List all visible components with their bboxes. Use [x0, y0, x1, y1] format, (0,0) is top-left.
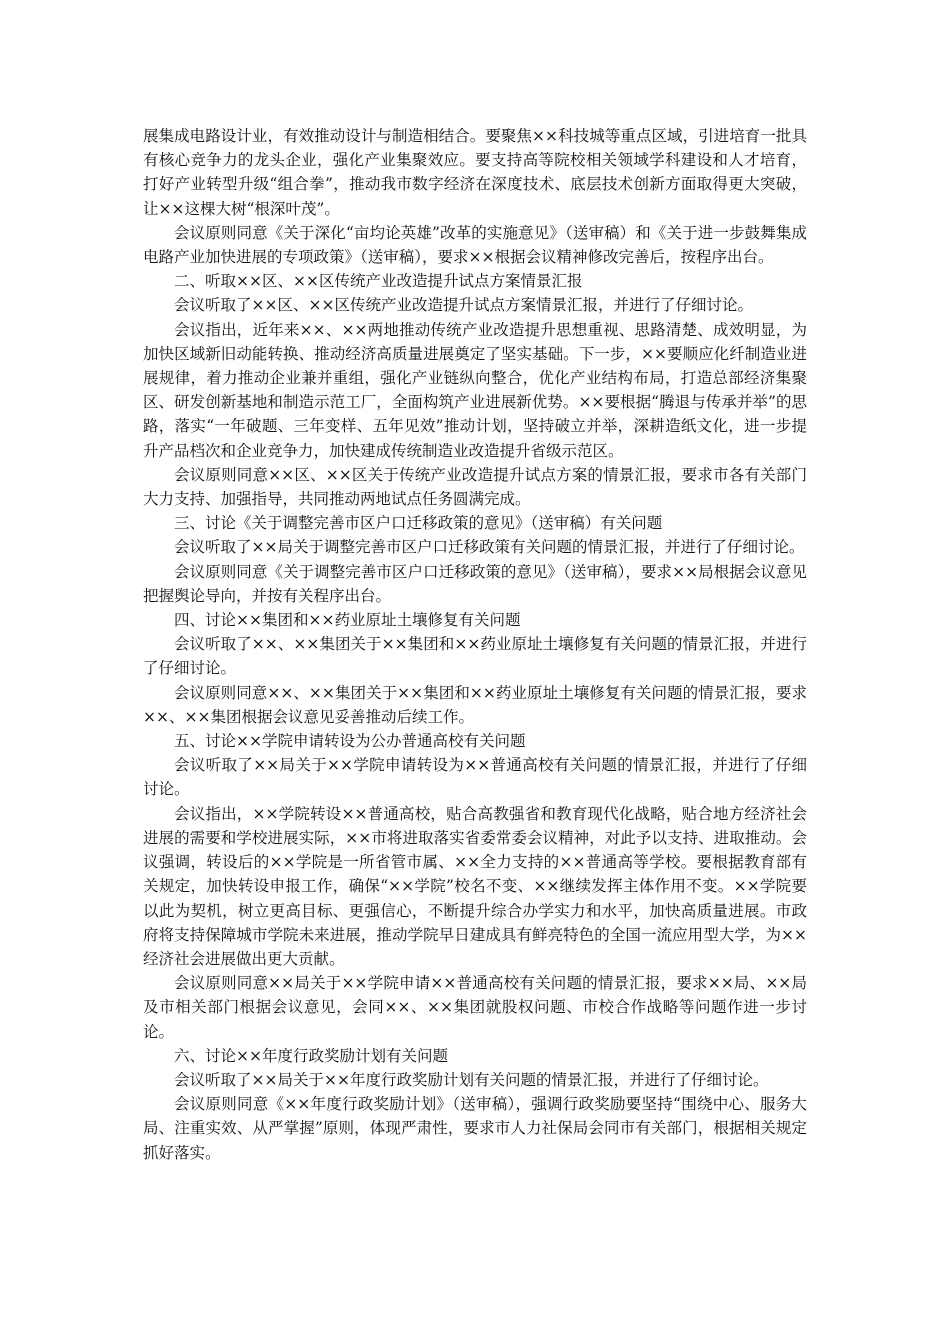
section-heading: 六、讨论××年度行政奖励计划有关问题 [174, 1046, 448, 1065]
paragraph: 会议听取了××局关于××年度行政奖励计划有关问题的情景汇报，并进行了仔细讨论。 [174, 1070, 769, 1089]
paragraph: 会议原则同意××区、××区关于传统产业改造提升试点方案的情景汇报，要求市各有关部门大力支持、加强指导，共同推动两地试点任务圆满完成。 [143, 465, 807, 509]
section-heading: 四、讨论××集团和××药业原址土壤修复有关问题 [174, 611, 521, 630]
paragraph: 会议原则同意××、××集团关于××集团和××药业原址土壤修复有关问题的情景汇报，要求××、××集团根据会议意见妥善推动后续工作。 [143, 683, 807, 726]
paragraph: 会议指出，近年来××、××两地推动传统产业改造提升思想重视、思路清楚、成效明显，为加快区域新旧动能转换、推动经济高质量进展奠定了坚实基础。下一步，××要顺应化纤制造业进展规律，着力推动企业兼并重组，强化产业链纵向整合，优化产业结构布局，打造总部经济集聚区、研发创新基地和制造示范工厂，全面构筑产业进展新优势。××要根据“腾退与传承并举”的思路，落实“一年破题、三年变样、五年见效”推动计划，坚持破立并举，深耕造纸文化，进一步提升产品档次和企业竞争力，加快建成传统制造业改造提升省级示范区。 [143, 320, 807, 460]
paragraph: 会议指出，××学院转设××普通高校，贴合高教强省和教育现代化战略，贴合地方经济社会进展的需要和学校进展实际，××市将进取落实省委常委会议精神，对此予以支持、进取推动。会议强调，转设后的××学院是一所省管市属、××全力支持的××普通高等学校。要根据教育部有关规定，加快转设申报工作，确保“××学院”校名不变、××继续发挥主体作用不变。××学院要以此为契机，树立更高目标、更强信心，不断提升综合办学实力和水平，加快高质量进展。市政府将支持保障城市学院未来进展，推动学院早日建成具有鲜亮特色的全国一流应用型大学，为××经济社会进展做出更大贡献。 [143, 804, 807, 968]
section-heading: 二、听取××区、××区传统产业改造提升试点方案情景汇报 [174, 272, 583, 291]
paragraph: 会议听取了××区、××区传统产业改造提升试点方案情景汇报，并进行了仔细讨论。 [174, 296, 753, 315]
paragraph: 会议原则同意××局关于××学院申请××普通高校有关问题的情景汇报，要求××局、××局及市相关部门根据会议意见，会同××、××集团就股权问题、市校合作战略等问题作进一步讨论。 [143, 974, 807, 1041]
paragraph-continuation: 展集成电路设计业，有效推动设计与制造相结合。要聚焦××科技城等重点区域，引进培育一批具有核心竞争力的龙头企业，强化产业集聚效应。要支持高等院校相关领域学科建设和人才培育，打好产业转型升级“组合拳”，推动我市数字经济在深度技术、底层技术创新方面取得更大突破，让××这棵大树“根深叶茂”。 [143, 127, 807, 218]
paragraph: 会议原则同意《关于深化“亩均论英雄”改革的实施意见》（送审稿）和《关于进一步鼓舞集成电路产业加快进展的专项政策》（送审稿），要求××根据会议精神修改完善后，按程序出台。 [143, 223, 807, 267]
paragraph: 会议听取了××局关于××学院申请转设为××普通高校有关问题的情景汇报，并进行了仔细讨论。 [143, 756, 807, 799]
paragraph: 会议听取了××局关于调整完善市区户口迁移政策有关问题的情景汇报，并进行了仔细讨论。 [174, 538, 805, 557]
paragraph: 会议原则同意《关于调整完善市区户口迁移政策的意见》（送审稿），要求××局根据会议意见把握舆论导向，并按有关程序出台。 [143, 562, 807, 605]
section-heading: 三、讨论《关于调整完善市区户口迁移政策的意见》（送审稿）有关问题 [174, 514, 663, 533]
paragraph: 会议原则同意《××年度行政奖励计划》（送审稿），强调行政奖励要坚持“围绕中心、服务大局、注重实效、从严掌握”原则，体现严肃性，要求市人力社保局会同市有关部门，根据相关规定抓好落实。 [143, 1095, 807, 1162]
document-body [143, 124, 807, 1165]
paragraph: 会议听取了××、××集团关于××集团和××药业原址土壤修复有关问题的情景汇报，并进行了仔细讨论。 [143, 635, 807, 678]
section-heading: 五、讨论××学院申请转设为公办普通高校有关问题 [174, 732, 526, 751]
